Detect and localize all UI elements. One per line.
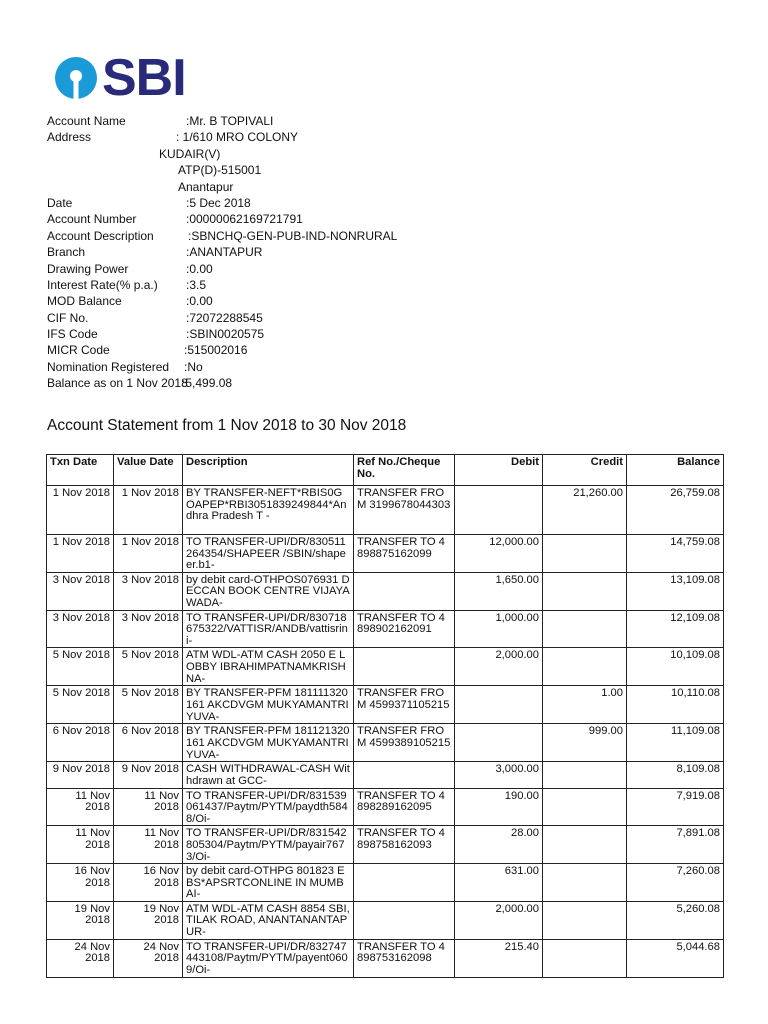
account-detail-value: :No: [184, 359, 203, 374]
debit-cell: 215.40: [455, 939, 543, 977]
account-detail-row: [47, 261, 507, 277]
sbi-logo-text: SBI: [102, 49, 186, 107]
value-date-cell: 24 Nov 2018: [114, 939, 183, 977]
account-detail-label: Branch: [47, 245, 86, 260]
account-detail-label: Interest Rate(% p.a.): [47, 277, 158, 292]
value-date-cell: 5 Nov 2018: [114, 648, 183, 686]
ref-cell: TRANSFER FROM 3199678044303: [354, 486, 455, 535]
description-cell: by debit card-OTHPG 801823 EBS*APSRTCONLINE IN MUMBAI-: [183, 864, 354, 902]
account-detail-value: :SBIN0020575: [186, 327, 265, 342]
txn-date-cell: 1 Nov 2018: [47, 535, 114, 573]
table-row: [47, 788, 724, 826]
txn-date-cell: 3 Nov 2018: [47, 610, 114, 648]
ref-cell: [354, 648, 455, 686]
debit-cell: [455, 486, 543, 535]
balance-cell: 26,759.08: [627, 486, 724, 535]
ref-cell: TRANSFER TO 4898758162093: [354, 826, 455, 864]
value-date-cell: 9 Nov 2018: [114, 762, 183, 788]
description-cell: by debit card-OTHPOS076931 DECCAN BOOK CENTRE VIJAYAWADA-: [183, 572, 354, 610]
credit-cell: 21,260.00: [543, 486, 627, 535]
table-header-row: [47, 455, 724, 486]
account-detail-label: Date: [47, 195, 73, 210]
account-detail-label: MICR Code: [47, 343, 110, 358]
account-detail-label: CIF No.: [47, 310, 89, 325]
debit-cell: 12,000.00: [455, 535, 543, 573]
txn-date-cell: 11 Nov 2018: [47, 788, 114, 826]
table-row: [47, 826, 724, 864]
account-detail-value: :0.00: [186, 261, 213, 276]
balance-cell: 7,919.08: [627, 788, 724, 826]
txn-date-cell: 16 Nov 2018: [47, 864, 114, 902]
debit-cell: 631.00: [455, 864, 543, 902]
account-detail-row: [47, 293, 507, 309]
table-row: [47, 762, 724, 788]
debit-cell: 3,000.00: [455, 762, 543, 788]
balance-cell: 5,044.68: [627, 939, 724, 977]
txn-date-cell: 24 Nov 2018: [47, 939, 114, 977]
account-detail-value: :Mr. B TOPIVALI: [186, 114, 274, 128]
ref-cell: [354, 864, 455, 902]
ref-cell: [354, 901, 455, 939]
value-date-cell: 16 Nov 2018: [114, 864, 183, 902]
account-detail-label: Account Number: [47, 212, 137, 227]
balance-cell: 14,759.08: [627, 535, 724, 573]
ref-cell: TRANSFER FROM 4599389105215: [354, 724, 455, 762]
sbi-keyhole-icon: [54, 56, 98, 100]
account-detail-label: Account Name: [47, 114, 126, 128]
txn-date-cell: 3 Nov 2018: [47, 572, 114, 610]
credit-cell: 999.00: [543, 724, 627, 762]
description-cell: TO TRANSFER-UPI/DR/830511264354/SHAPEER /SBIN/shapeer.b1-: [183, 535, 354, 573]
description-cell: TO TRANSFER-UPI/DR/830718675322/VATTISR/ANDB/vattisrini-: [183, 610, 354, 648]
description-cell: ATM WDL-ATM CASH 2050 E LOBBY IBRAHIMPATNAMKRISHNA-: [183, 648, 354, 686]
value-date-cell: 11 Nov 2018: [114, 788, 183, 826]
txn-date-cell: 6 Nov 2018: [47, 724, 114, 762]
account-detail-label: Balance as on 1 Nov 2018: [47, 376, 188, 391]
txn-date-cell: 5 Nov 2018: [47, 686, 114, 724]
value-date-cell: 11 Nov 2018: [114, 826, 183, 864]
credit-cell: [543, 648, 627, 686]
account-detail-label: Drawing Power: [47, 261, 129, 276]
account-detail-label: Address: [47, 130, 92, 145]
account-detail-value: :3.5: [186, 277, 207, 292]
ref-cell: [354, 762, 455, 788]
account-detail-row: [47, 375, 507, 391]
description-cell: TO TRANSFER-UPI/DR/831542805304/Paytm/PYTM/payair7673/Oi-: [183, 826, 354, 864]
transactions-table: [46, 454, 724, 978]
account-detail-value: :515002016: [184, 343, 248, 358]
value-date-cell: 3 Nov 2018: [114, 572, 183, 610]
value-date-cell: 3 Nov 2018: [114, 610, 183, 648]
credit-cell: [543, 901, 627, 939]
credit-cell: 1.00: [543, 686, 627, 724]
header-debit: Debit: [455, 455, 543, 486]
table-row: [47, 864, 724, 902]
credit-cell: [543, 535, 627, 573]
account-detail-row: [47, 326, 507, 342]
description-cell: BY TRANSFER-PFM 181111320161 AKCDVGM MUKYAMANTRI YUVA-: [183, 686, 354, 724]
account-detail-label: MOD Balance: [47, 294, 122, 309]
ref-cell: TRANSFER TO 4898902162091: [354, 610, 455, 648]
account-detail-value: :ANANTAPUR: [186, 245, 263, 260]
balance-cell: 12,109.08: [627, 610, 724, 648]
balance-cell: 7,891.08: [627, 826, 724, 864]
ref-cell: TRANSFER TO 4898753162098: [354, 939, 455, 977]
account-detail-row: [47, 211, 507, 227]
balance-cell: 8,109.08: [627, 762, 724, 788]
debit-cell: 190.00: [455, 788, 543, 826]
header-balance: Balance: [627, 455, 724, 486]
txn-date-cell: 19 Nov 2018: [47, 901, 114, 939]
credit-cell: [543, 826, 627, 864]
debit-cell: [455, 724, 543, 762]
txn-date-cell: 5 Nov 2018: [47, 648, 114, 686]
debit-cell: 2,000.00: [455, 901, 543, 939]
account-detail-row: [47, 179, 507, 195]
account-detail-value: :0.00: [186, 294, 213, 309]
header-credit: Credit: [543, 455, 627, 486]
account-detail-value: :00000062169721791: [186, 212, 303, 227]
ref-cell: TRANSFER TO 4898875162099: [354, 535, 455, 573]
credit-cell: [543, 864, 627, 902]
credit-cell: [543, 610, 627, 648]
table-row: [47, 486, 724, 535]
balance-cell: 5,260.08: [627, 901, 724, 939]
debit-cell: 1,000.00: [455, 610, 543, 648]
table-row: [47, 939, 724, 977]
value-date-cell: 1 Nov 2018: [114, 486, 183, 535]
account-detail-row: [47, 129, 507, 145]
sbi-logo: [54, 49, 186, 107]
txn-date-cell: 9 Nov 2018: [47, 762, 114, 788]
debit-cell: [455, 686, 543, 724]
account-detail-value: :72072288545: [186, 310, 263, 325]
value-date-cell: 19 Nov 2018: [114, 901, 183, 939]
header-txn-date: Txn Date: [47, 455, 114, 486]
description-cell: BY TRANSFER-PFM 181121320161 AKCDVGM MUKYAMANTRI YUVA-: [183, 724, 354, 762]
account-detail-label: IFS Code: [47, 327, 98, 342]
table-row: [47, 648, 724, 686]
account-detail-label: Account Description: [47, 228, 154, 243]
value-date-cell: 6 Nov 2018: [114, 724, 183, 762]
ref-cell: [354, 572, 455, 610]
balance-cell: 7,260.08: [627, 864, 724, 902]
account-detail-value: :5,499.08: [182, 376, 233, 391]
table-row: [47, 686, 724, 724]
value-date-cell: 1 Nov 2018: [114, 535, 183, 573]
statement-title: Account Statement from 1 Nov 2018 to 30 Nov 2018: [47, 417, 407, 434]
debit-cell: 28.00: [455, 826, 543, 864]
header-value-date: Value Date: [114, 455, 183, 486]
account-detail-value: KUDAIR(V): [159, 146, 221, 161]
table-row: [47, 535, 724, 573]
account-detail-row: [47, 228, 507, 244]
table-row: [47, 572, 724, 610]
account-detail-value: ATP(D)-515001: [178, 163, 262, 178]
account-detail-row: [47, 162, 507, 178]
account-detail-row: [47, 146, 507, 162]
account-detail-value: : 1/610 MRO COLONY: [176, 130, 299, 145]
txn-date-cell: 1 Nov 2018: [47, 486, 114, 535]
value-date-cell: 5 Nov 2018: [114, 686, 183, 724]
credit-cell: [543, 939, 627, 977]
table-row: [47, 901, 724, 939]
balance-cell: 10,110.08: [627, 686, 724, 724]
description-cell: CASH WITHDRAWAL-CASH Withdrawn at GCC-: [183, 762, 354, 788]
balance-cell: 13,109.08: [627, 572, 724, 610]
account-detail-row: [47, 277, 507, 293]
table-row: [47, 724, 724, 762]
credit-cell: [543, 572, 627, 610]
account-detail-row: [47, 310, 507, 326]
account-detail-row: [47, 113, 507, 129]
account-detail-label: Nomination Registered: [47, 359, 170, 374]
table-row: [47, 610, 724, 648]
description-cell: BY TRANSFER-NEFT*RBIS0GOAPEP*RBI3051839249844*Andhra Pradesh T -: [183, 486, 354, 535]
credit-cell: [543, 788, 627, 826]
description-cell: TO TRANSFER-UPI/DR/831539061437/Paytm/PYTM/paydth5848/Oi-: [183, 788, 354, 826]
ref-cell: TRANSFER TO 4898289162095: [354, 788, 455, 826]
account-detail-row: [47, 359, 507, 375]
txn-date-cell: 11 Nov 2018: [47, 826, 114, 864]
account-details: [47, 113, 507, 392]
account-detail-value: :SBNCHQ-GEN-PUB-IND-NONRURAL: [188, 228, 398, 243]
description-cell: TO TRANSFER-UPI/DR/832747443108/Paytm/PYTM/payent0609/Oi-: [183, 939, 354, 977]
account-detail-row: [47, 244, 507, 260]
balance-cell: 11,109.08: [627, 724, 724, 762]
header-description: Description: [183, 455, 354, 486]
account-detail-row: [47, 342, 507, 358]
account-detail-value: :5 Dec 2018: [186, 195, 251, 210]
description-cell: ATM WDL-ATM CASH 8854 SBI, TILAK ROAD, ANANTANANTAPUR-: [183, 901, 354, 939]
credit-cell: [543, 762, 627, 788]
header-ref: Ref No./Cheque No.: [354, 455, 455, 486]
account-detail-row: [47, 195, 507, 211]
ref-cell: TRANSFER FROM 4599371105215: [354, 686, 455, 724]
debit-cell: 1,650.00: [455, 572, 543, 610]
debit-cell: 2,000.00: [455, 648, 543, 686]
balance-cell: 10,109.08: [627, 648, 724, 686]
account-detail-value: Anantapur: [178, 179, 234, 194]
